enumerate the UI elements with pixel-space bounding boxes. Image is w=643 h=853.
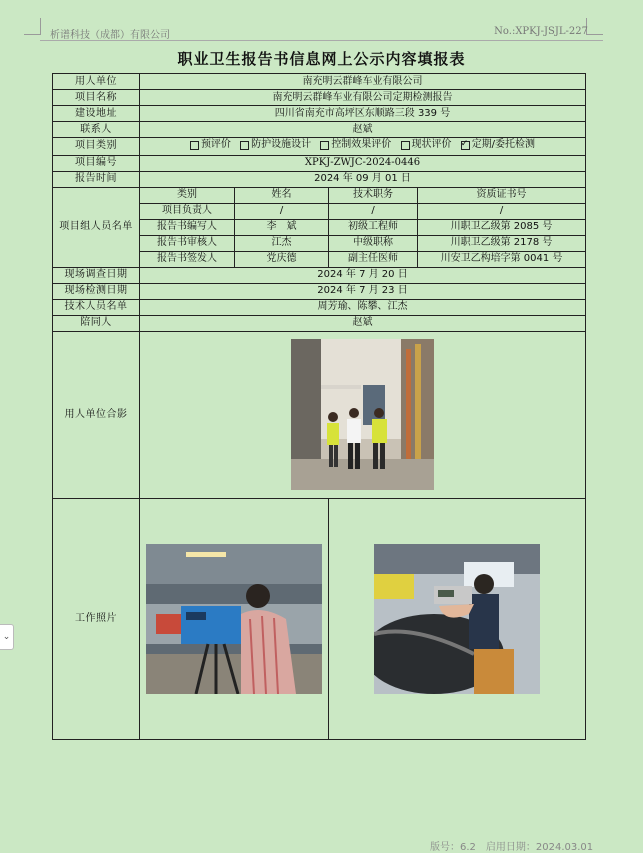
option-control-evaluation[interactable] xyxy=(320,138,391,152)
member-title: / xyxy=(329,203,418,219)
project-number-label: 项目编号 xyxy=(53,155,140,171)
option-label: 控制效果评价 xyxy=(331,139,392,150)
survey-date-label: 现场调查日期 xyxy=(53,267,140,283)
work-photo-2-image xyxy=(374,544,540,694)
page-title: 职业卫生报告书信息网上公示内容填报表 xyxy=(177,50,466,68)
testing-date-value: 2024 年 7 月 23 日 xyxy=(140,283,586,299)
row-report-time xyxy=(53,171,586,187)
group-photo-image xyxy=(291,339,434,490)
report-time-label: 报告时间 xyxy=(53,171,140,187)
header-divider xyxy=(40,40,603,41)
footer-version: 版号：6.2 启用日期：2024.03.01 xyxy=(430,842,594,853)
option-label: 预评价 xyxy=(200,139,231,150)
member-title: 中级职称 xyxy=(329,235,418,251)
row-employer xyxy=(53,74,586,90)
members-header-name: 姓名 xyxy=(235,187,329,203)
tech-staff-label: 技术人员名单 xyxy=(53,299,140,315)
project-number-value: XPKJ-ZWJC-2024-0446 xyxy=(140,155,586,171)
checkbox-status-evaluation[interactable] xyxy=(401,141,410,150)
option-pre-evaluation[interactable] xyxy=(190,138,231,152)
member-cert: 川安卫乙构培字第 0041 号 xyxy=(418,251,586,267)
report-time-value: 2024 年 09 月 01 日 xyxy=(140,171,586,187)
member-category: 报告书审核人 xyxy=(140,235,235,251)
checkbox-protection-design[interactable] xyxy=(240,141,249,150)
member-title: 副主任医师 xyxy=(329,251,418,267)
work-photo-2-illustration xyxy=(374,544,540,694)
member-name: / xyxy=(235,203,329,219)
row-testing-date xyxy=(53,283,586,299)
row-project-number xyxy=(53,155,586,171)
option-label: 定期/委托检测 xyxy=(471,139,536,150)
members-header-category: 类别 xyxy=(140,187,235,203)
row-tech-staff xyxy=(53,299,586,315)
member-cert: / xyxy=(418,203,586,219)
row-survey-date xyxy=(53,267,586,283)
group-photo-cell xyxy=(140,331,586,498)
contact-label: 联系人 xyxy=(53,122,140,138)
checkbox-periodic-testing[interactable] xyxy=(461,141,470,150)
option-label: 现状评价 xyxy=(411,139,452,150)
project-type-options xyxy=(140,138,586,156)
work-photo-1-image xyxy=(146,544,322,694)
crop-mark-top-right xyxy=(586,18,603,35)
group-photo-label: 用人单位合影 xyxy=(53,331,140,498)
member-category: 项目负责人 xyxy=(140,203,235,219)
member-category: 报告书签发人 xyxy=(140,251,235,267)
member-title: 初级工程师 xyxy=(329,219,418,235)
members-label: 项目组人员名单 xyxy=(53,187,140,267)
member-cert: 川职卫乙级第 2178 号 xyxy=(418,235,586,251)
employer-value: 南充明云群峰车业有限公司 xyxy=(140,74,586,90)
address-label: 建设地址 xyxy=(53,106,140,122)
members-header-cert: 资质证书号 xyxy=(418,187,586,203)
group-photo-illustration xyxy=(291,339,434,490)
tech-staff-value: 周芳瑜、陈攀、江杰 xyxy=(140,299,586,315)
testing-date-label: 现场检测日期 xyxy=(53,283,140,299)
disclosure-form-table xyxy=(52,73,586,740)
work-photos-label: 工作照片 xyxy=(53,498,140,739)
row-work-photos xyxy=(53,498,586,739)
row-project-type xyxy=(53,138,586,156)
project-type-label: 项目类别 xyxy=(53,138,140,156)
header-doc-number: No.:XPKJ-JSJL-227 xyxy=(494,26,588,37)
accompany-label: 陪同人 xyxy=(53,315,140,331)
row-address xyxy=(53,106,586,122)
project-name-label: 项目名称 xyxy=(53,90,140,106)
employer-label: 用人单位 xyxy=(53,74,140,90)
chevron-down-icon[interactable]: ⌄ xyxy=(0,624,14,650)
member-category: 报告书编写人 xyxy=(140,219,235,235)
row-contact xyxy=(53,122,586,138)
project-name-value: 南充明云群峰车业有限公司定期检测报告 xyxy=(140,90,586,106)
row-accompany xyxy=(53,315,586,331)
member-name: 党庆德 xyxy=(235,251,329,267)
option-protection-design[interactable] xyxy=(240,138,311,152)
option-periodic-testing[interactable] xyxy=(461,138,535,152)
option-label: 防护设施设计 xyxy=(251,139,312,150)
row-project-name xyxy=(53,90,586,106)
crop-mark-top-left xyxy=(24,18,41,35)
checkbox-control-evaluation[interactable] xyxy=(320,141,329,150)
member-name: 李 斌 xyxy=(235,219,329,235)
member-name: 江杰 xyxy=(235,235,329,251)
work-photo-1-illustration xyxy=(146,544,322,694)
members-header-title: 技术职务 xyxy=(329,187,418,203)
contact-value: 赵斌 xyxy=(140,122,586,138)
checkbox-pre-evaluation[interactable] xyxy=(190,141,199,150)
member-cert: 川职卫乙级第 2085 号 xyxy=(418,219,586,235)
work-photo-cell-1 xyxy=(140,498,329,739)
option-status-evaluation[interactable] xyxy=(401,138,452,152)
header-company: 析谱科技（成都）有限公司 xyxy=(50,30,170,41)
accompany-value: 赵斌 xyxy=(140,315,586,331)
survey-date-value: 2024 年 7 月 20 日 xyxy=(140,267,586,283)
work-photo-cell-2 xyxy=(329,498,586,739)
members-header-row xyxy=(53,187,586,203)
row-group-photo xyxy=(53,331,586,498)
address-value: 四川省南充市高坪区东顺路三段 339 号 xyxy=(140,106,586,122)
